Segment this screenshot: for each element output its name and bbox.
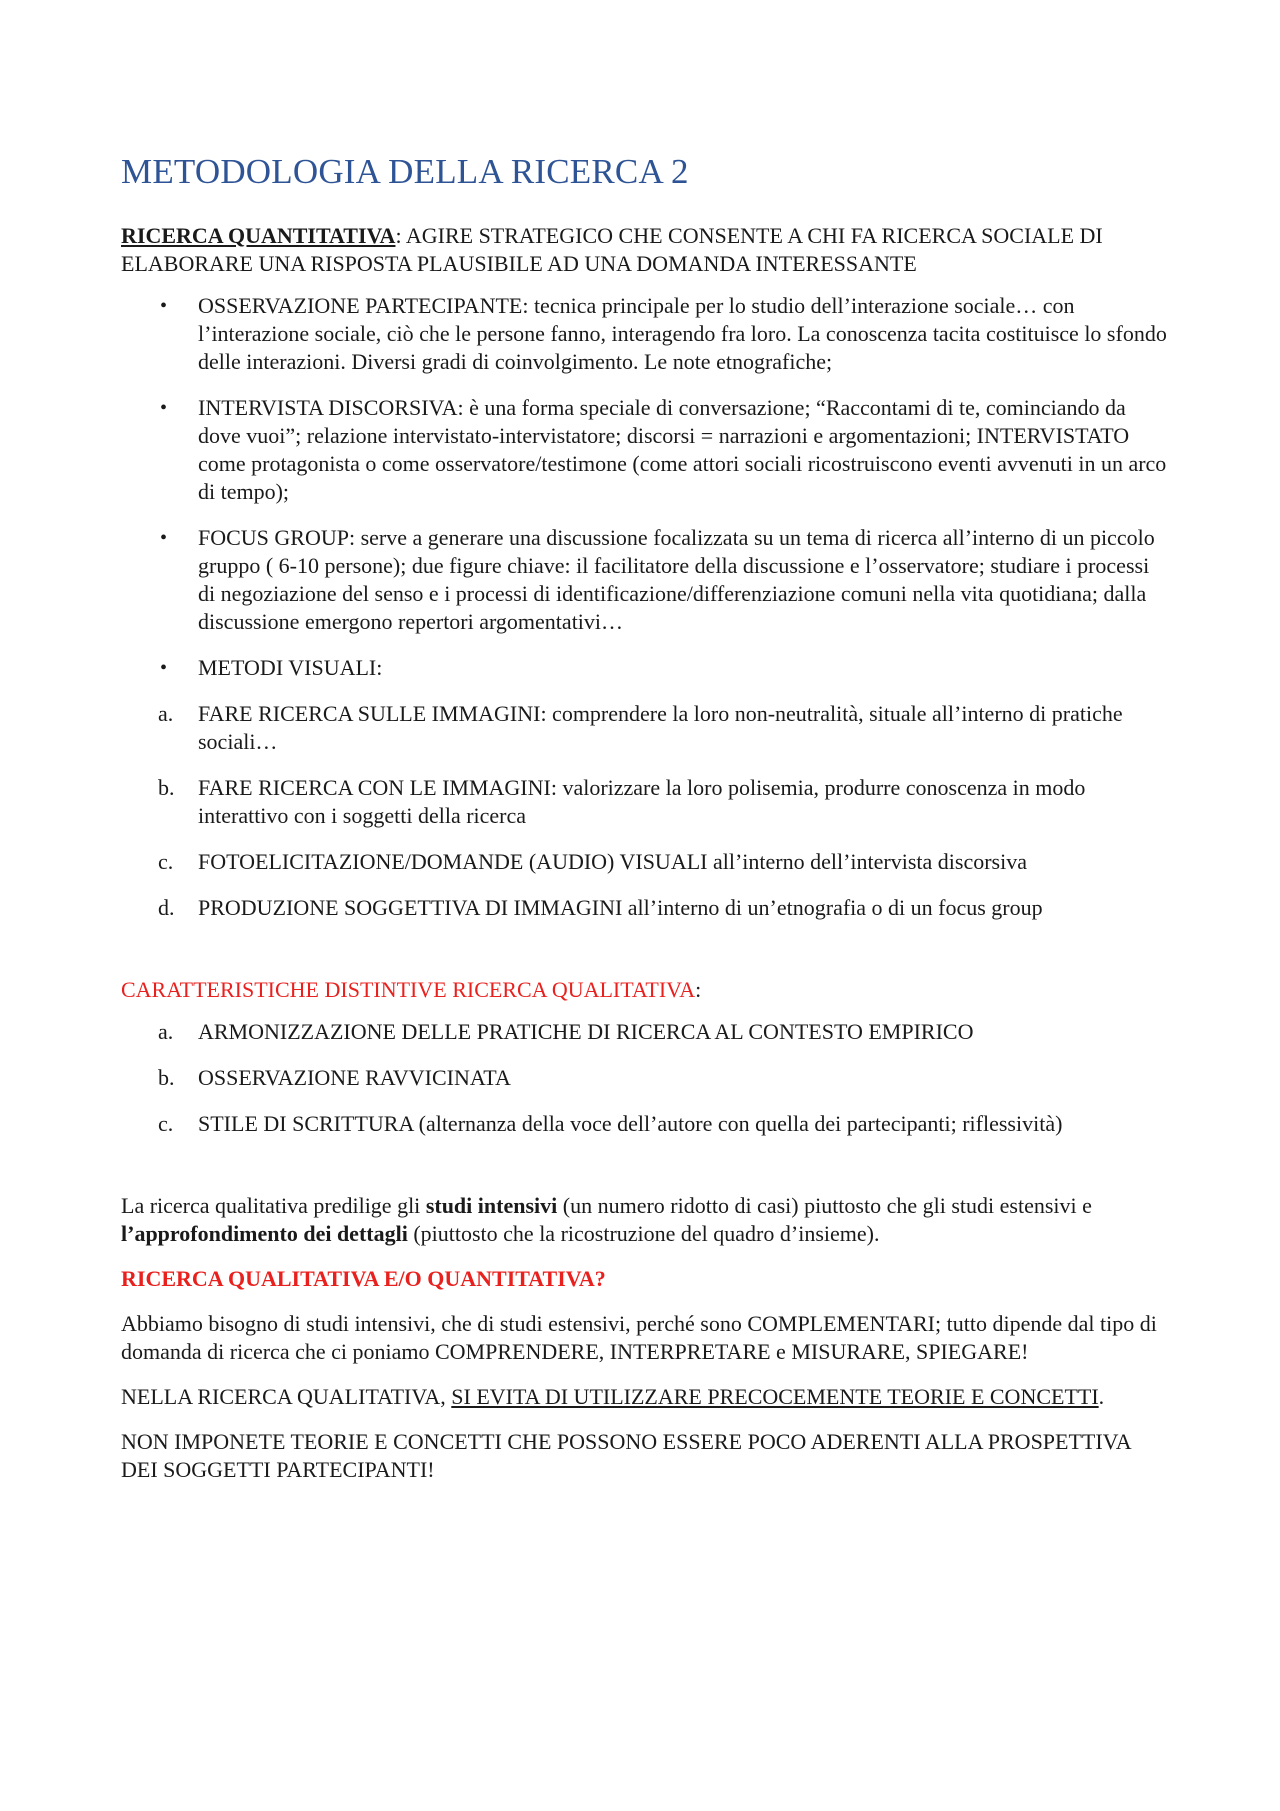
section-heading-text: CARATTERISTICHE DISTINTIVE RICERCA QUALITATIVA (121, 977, 696, 1002)
para-text: NELLA RICERCA QUALITATIVA, (121, 1384, 452, 1409)
intro-label: RICERCA QUANTITATIVA (121, 223, 396, 248)
list-item-text: METODI VISUALI: (198, 655, 383, 680)
complementary-paragraph: Abbiamo bisogno di studi intensivi, che di studi estensivi, perché sono COMPLEMENTARI; tutto dipende dal tipo di domanda di ricerca che ci poniamo COMPRENDERE, INTERPRETARE e MISURARE, SPIEGARE! (121, 1311, 1157, 1364)
list-item-text: STILE DI SCRITTURA (alternanza della voce dell’autore con quella dei partecipanti; riflessività) (198, 1111, 1063, 1136)
bullet-marker: • (160, 397, 168, 419)
list-item (121, 292, 1167, 376)
bullet-marker: • (160, 295, 168, 317)
bullet-marker: • (160, 527, 168, 549)
letter-marker: b. (158, 1065, 175, 1090)
letter-marker: a. (158, 701, 174, 726)
list-item (121, 1110, 1167, 1138)
bullet-marker: • (160, 657, 168, 679)
list-item-text: OSSERVAZIONE RAVVICINATA (198, 1065, 511, 1090)
letter-marker: b. (158, 775, 175, 800)
list-item-text: ARMONIZZAZIONE DELLE PRATICHE DI RICERCA AL CONTESTO EMPIRICO (198, 1019, 974, 1044)
list-item-text: FARE RICERCA SULLE IMMAGINI: comprendere la loro non-neutralità, situale all’interno di pratiche sociali… (198, 701, 1123, 754)
list-item (121, 1018, 1167, 1046)
list-item-text: INTERVISTA DISCORSIVA: è una forma speciale di conversazione; “Raccontami di te, cominciando da dove vuoi”; relazione intervistato-intervistatore; discorsi = narrazioni e argomentazioni; INTERVISTATO come protagonista o come osservatore/testimone (come attori sociali ricostruiscono eventi avvenuti in un arco di tempo); (198, 395, 1167, 504)
document-body (121, 150, 1167, 1501)
list-item (121, 700, 1167, 756)
list-item (121, 654, 1167, 682)
list-item-text: FOTOELICITAZIONE/DOMANDE (AUDIO) VISUALI all’interno dell’intervista discorsiva (198, 849, 1027, 874)
para-bold: studi intensivi (425, 1193, 558, 1218)
intro-paragraph (121, 222, 1167, 278)
para-bold: l’approfondimento dei dettagli (121, 1221, 408, 1246)
question-heading: RICERCA QUALITATIVA E/O QUANTITATIVA? (121, 1266, 606, 1291)
intensive-studies-paragraph (121, 1192, 1167, 1248)
page-title: METODOLOGIA DELLA RICERCA 2 (121, 152, 689, 191)
list-item-text: PRODUZIONE SOGGETTIVA DI IMMAGINI all’interno di un’etnografia o di un focus group (198, 895, 1043, 920)
letter-marker: d. (158, 895, 175, 920)
para-text: (piuttosto che la ricostruzione del quadro d’insieme). (407, 1221, 880, 1246)
para-text: . (1098, 1384, 1105, 1409)
characteristics-list (121, 1018, 1167, 1138)
para-underlined: SI EVITA DI UTILIZZARE PRECOCEMENTE TEORIE E CONCETTI (451, 1384, 1099, 1409)
intro-text: : AGIRE STRATEGICO CHE CONSENTE A CHI FA RICERCA SOCIALE DI ELABORARE UNA RISPOSTA PLAUSIBILE AD UNA DOMANDA INTERESSANTE (121, 223, 1103, 276)
list-item (121, 1064, 1167, 1092)
list-item-text: FOCUS GROUP: serve a generare una discussione focalizzata su un tema di ricerca all’interno di un piccolo gruppo ( 6-10 persone); due figure chiave: il facilitatore della discussione e l’osservatore; studiare i processi di negoziazione del senso e i processi di identificazione/differenziazione comuni nella vita quotidiana; dalla discussione emergono repertori argomentativi… (198, 525, 1155, 634)
letter-marker: c. (158, 849, 174, 874)
visual-methods-list (121, 700, 1167, 922)
list-item (121, 524, 1167, 636)
letter-marker: a. (158, 1019, 174, 1044)
avoid-theories-paragraph (121, 1383, 1167, 1411)
list-item (121, 394, 1167, 506)
section-heading (121, 976, 1167, 1004)
list-item (121, 774, 1167, 830)
list-item-text: FARE RICERCA CON LE IMMAGINI: valorizzare la loro polisemia, produrre conoscenza in modo interattivo con i soggetti della ricerca (198, 775, 1086, 828)
closing-paragraph: NON IMPONETE TEORIE E CONCETTI CHE POSSONO ESSERE POCO ADERENTI ALLA PROSPETTIVA DEI SOGGETTI PARTECIPANTI! (121, 1429, 1131, 1482)
letter-marker: c. (158, 1111, 174, 1136)
section-heading-colon: : (695, 977, 702, 1002)
methods-list (121, 292, 1167, 682)
list-item (121, 894, 1167, 922)
list-item-text: OSSERVAZIONE PARTECIPANTE: tecnica principale per lo studio dell’interazione sociale… con l’interazione sociale, ciò che le persone fanno, interagendo fra loro. La conoscenza tacita costituisce lo sfondo delle interazioni. Diversi gradi di coinvolgimento. Le note etnografiche; (198, 293, 1167, 374)
list-item (121, 848, 1167, 876)
para-text: (un numero ridotto di casi) piuttosto che gli studi estensivi e (557, 1193, 1092, 1218)
para-text: La ricerca qualitativa predilige gli (121, 1193, 426, 1218)
